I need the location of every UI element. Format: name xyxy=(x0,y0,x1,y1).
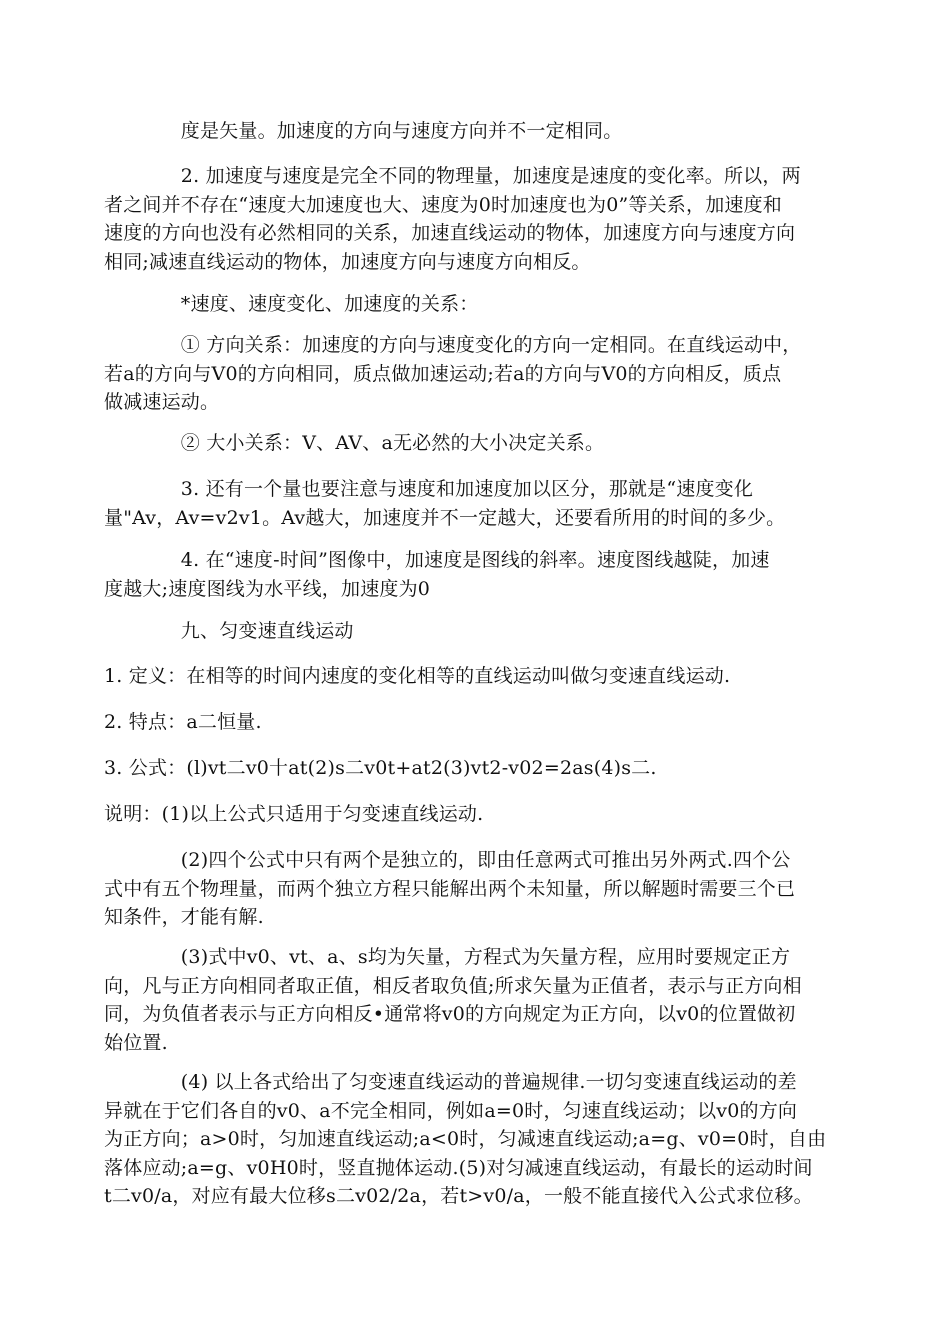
text-line: (4) 以上各式给出了匀变速直线运动的普遍规律.一切匀变速直线运动的差 xyxy=(104,1071,797,1093)
text-line: 九、匀变速直线运动 xyxy=(104,620,354,642)
paragraph-note-3 xyxy=(104,943,864,1057)
text-line: 3. 公式：(l)vt二v0十at(2)s二v0t+at2(3)vt2-v02=2as(4)s二. xyxy=(104,757,657,779)
text-line: 式中有五个物理量，而两个独立方程只能解出两个未知量，所以解题时需要三个已 xyxy=(104,877,796,900)
paragraph-note-4 xyxy=(104,1068,864,1211)
text-line: 速度的方向也没有必然相同的关系，加速直线运动的物体，加速度方向与速度方向 xyxy=(104,222,796,244)
text-line: 3. 还有一个量也要注意与速度和加速度加以区分，那就是“速度变化 xyxy=(104,478,754,500)
paragraph-acceleration-vector xyxy=(104,117,864,146)
text-line: 说明：(1)以上公式只适用于匀变速直线运动. xyxy=(104,803,484,825)
paragraph-relationship-heading xyxy=(104,290,864,319)
paragraph-point-4 xyxy=(104,546,864,603)
text-line: 度越大;速度图线为水平线，加速度为0 xyxy=(104,577,431,600)
text-line: ② 大小关系：V、AV、a无必然的大小决定关系。 xyxy=(104,432,605,454)
text-line: 同，为负值者表示与正方向相反•通常将v0的方向规定为正方向，以v0的位置做初 xyxy=(104,1003,796,1025)
text-line: *速度、速度变化、加速度的关系： xyxy=(104,293,479,315)
text-line: 若a的方向与V0的方向相同，质点做加速运动;若a的方向与V0的方向相反，质点 xyxy=(104,362,782,385)
text-line: 量"Av，Av=v2v1。Av越大，加速度并不一定越大，还要看所用的时间的多少。 xyxy=(104,506,786,529)
text-line: 始位置. xyxy=(104,1031,168,1054)
paragraph-formulas xyxy=(104,754,864,783)
text-line: 者之间并不存在“速度大加速度也大、速度为0时加速度也为0”等关系，加速度和 xyxy=(104,193,783,216)
paragraph-direction-relation xyxy=(104,331,864,417)
text-line: t二v0/a，对应有最大位移s二v02/2a，若t>v0/a，一般不能直接代入公式求位移。 xyxy=(104,1185,813,1207)
text-line: (3)式中v0、vt、a、s均为矢量，方程式为矢量方程，应用时要规定正方 xyxy=(104,946,791,968)
text-line: 落体应动;a=g、v0H0时，竖直抛体运动.(5)对匀减速直线运动，有最长的运动时间 xyxy=(104,1156,813,1179)
text-line: 2. 特点：a二恒量. xyxy=(104,711,262,733)
text-line: ① 方向关系：加速度的方向与速度变化的方向一定相同。在直线运动中， xyxy=(104,334,802,356)
paragraph-note-1 xyxy=(104,800,864,829)
paragraph-point-3 xyxy=(104,475,864,532)
paragraph-magnitude-relation xyxy=(104,429,864,458)
text-line: 向，凡与正方向相同者取正值，相反者取负值;所求矢量为正值者，表示与正方向相 xyxy=(104,974,802,997)
text-line: 异就在于它们各自的v0、a不完全相同，例如a=0时，匀速直线运动；以v0的方向 xyxy=(104,1099,798,1122)
text-line: 1. 定义：在相等的时间内速度的变化相等的直线运动叫做匀变速直线运动. xyxy=(104,665,731,687)
text-line: 4. 在“速度-时间”图像中，加速度是图线的斜率。速度图线越陡，加速 xyxy=(104,549,770,571)
section-heading-uniform-acceleration xyxy=(104,617,864,646)
text-line: 相同;减速直线运动的物体，加速度方向与速度方向相反。 xyxy=(104,250,591,273)
text-line: (2)四个公式中只有两个是独立的，即由任意两式可推出另外两式.四个公 xyxy=(104,849,791,871)
paragraph-point-2 xyxy=(104,162,864,276)
text-line: 2. 加速度与速度是完全不同的物理量，加速度是速度的变化率。所以，两 xyxy=(104,165,801,187)
text-line: 度是矢量。加速度的方向与速度方向并不一定相同。 xyxy=(104,120,623,142)
text-line: 为正方向；a>0时，匀加速直线运动;a<0时，匀减速直线运动;a=g、v0=0时，自由 xyxy=(104,1128,827,1150)
text-line: 做减速运动。 xyxy=(104,391,220,413)
text-line: 知条件，才能有解. xyxy=(104,906,264,928)
paragraph-note-2 xyxy=(104,846,864,932)
paragraph-characteristic xyxy=(104,708,864,737)
paragraph-definition xyxy=(104,662,864,691)
